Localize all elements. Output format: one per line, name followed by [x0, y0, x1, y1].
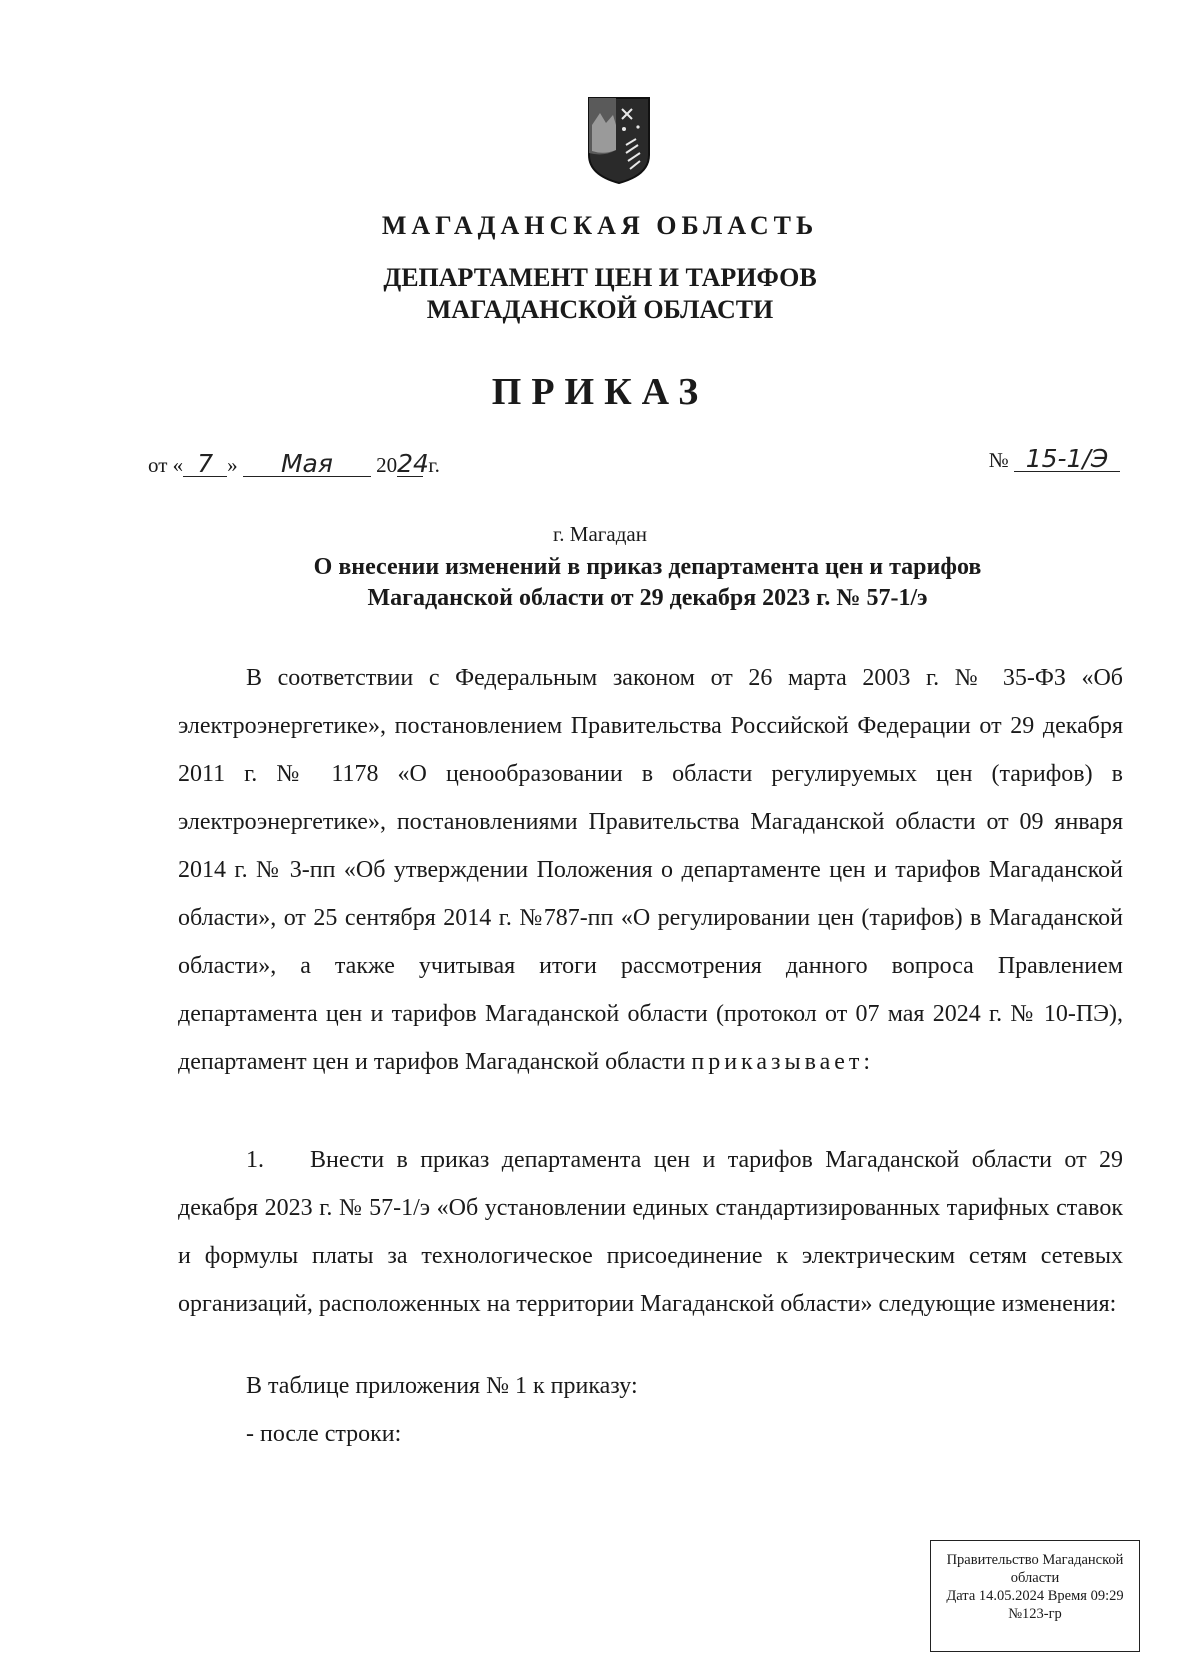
order-number-line	[988, 444, 1120, 473]
orders-word: приказывает:	[691, 1049, 875, 1075]
department-title-line2: МАГАДАНСКОЙ ОБЛАСТИ	[426, 295, 774, 324]
preamble-paragraph	[178, 654, 1123, 1086]
document-type-title: ПРИКАЗ	[491, 371, 709, 413]
stamp-line4: №123-гр	[1008, 1606, 1062, 1622]
registration-stamp	[930, 1540, 1140, 1652]
subject-line1: О внесении изменений в приказ департамента цен и тарифов	[313, 554, 982, 580]
coat-of-arms-emblem	[586, 95, 652, 185]
date-prefix: от «	[148, 453, 184, 477]
number-prefix: №	[988, 448, 1009, 472]
date-year-handwritten: 24	[397, 449, 429, 478]
order-date-line	[148, 449, 440, 478]
region-title: МАГАДАНСКАЯ ОБЛАСТЬ	[381, 211, 819, 240]
subject-line2: Магаданской области от 29 декабря 2023 г. № 57-1/э	[367, 585, 928, 611]
date-day-handwritten: 7	[183, 452, 227, 477]
table-change-line: В таблице приложения № 1 к приказу:	[246, 1373, 638, 1399]
order-subject	[175, 552, 1120, 614]
preamble-text: В соответствии с Федеральным законом от 26 марта 2003 г. № 35-ФЗ «Об электроэнергетике», постановлением Правительства Российской Федерации от 29 декабря 2011 г. № 1178 «О ценообразовании в области регулируемых цен (тарифов) в электроэнергетике», постановлениями Правительства Магаданской области от 09 января 2014 г. № 3-пп «Об утверждении Положения о департаменте цен и тарифов Магаданской области», от 25 сентября 2014 г. №787-пп «О регулировании цен (тарифов) в Магаданской области», а также учитывая итоги рассмотрения данного вопроса Правлением департамента цен и тарифов Магаданской области (протокол от 07 мая 2024 г. № 10-ПЭ), департамент цен и тарифов Магаданской области	[178, 665, 1123, 1075]
city-name: г. Магадан	[553, 522, 647, 546]
department-title-line1: ДЕПАРТАМЕНТ ЦЕН И ТАРИФОВ	[383, 263, 817, 292]
stamp-line1: Правительство Магаданской	[946, 1552, 1124, 1568]
date-month-handwritten: Мая	[243, 452, 371, 477]
item-1-text: Внести в приказ департамента цен и тарифов Магаданской области от 29 декабря 2023 г. № 57-1/э «Об установлении единых стандартизированных тарифных ставок и формулы платы за технологическое присоединение к электрическим сетям сетевых организаций, расположенных на территории Магаданской области» следующие изменения:	[178, 1147, 1123, 1317]
stamp-line3: Дата 14.05.2024 Время 09:29	[946, 1588, 1124, 1604]
date-year-mark: г.	[428, 453, 440, 477]
date-year-prefix: 20	[376, 453, 398, 477]
department-title	[0, 262, 1200, 326]
after-row-line: - после строки:	[246, 1421, 402, 1447]
order-number-handwritten: 15-1/Э	[1014, 447, 1120, 472]
date-mid: »	[227, 453, 238, 477]
item-1-paragraph	[178, 1136, 1123, 1328]
stamp-line2: области	[1010, 1570, 1060, 1586]
item-1-number: 1.	[246, 1147, 264, 1173]
